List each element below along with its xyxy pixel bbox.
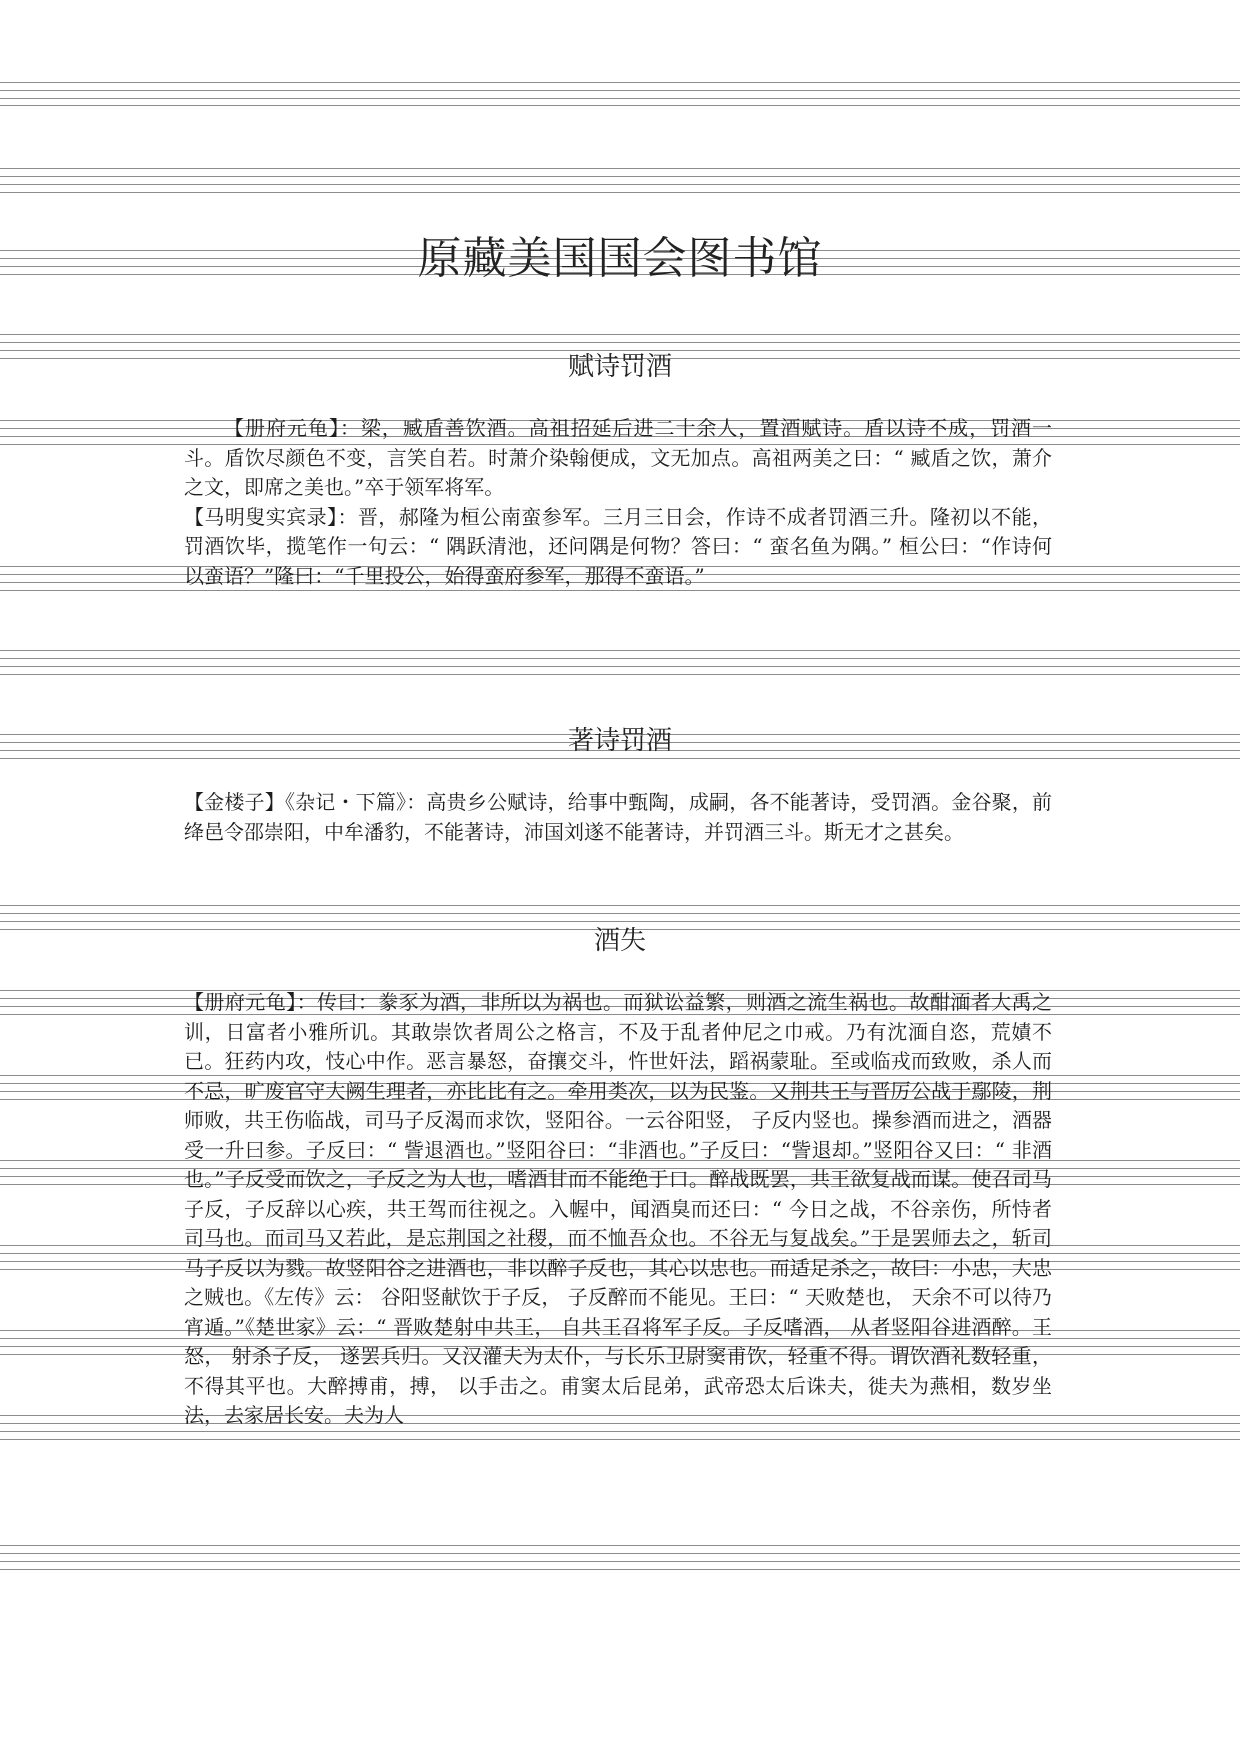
section-heading-2: 著诗罚酒 (567, 726, 672, 756)
paragraph-text: ：梁，臧盾善饮酒。高祖招延后进二十余人，置酒赋诗。盾以诗不成，罚酒一斗。盾饮尽颜色不变，言笑自若。时萧介染翰便成，文无加点。高祖两美之曰：“ 臧盾之饮，萧介之文，即席之美也。”卒于领军将军。 (184, 416, 1053, 499)
section-heading-1: 赋诗罚酒 (567, 352, 672, 382)
paragraph (184, 988, 1052, 1431)
section-heading-3: 酒失 (593, 926, 646, 956)
page-title: 原藏美国国会图书馆 (417, 233, 823, 284)
source-label: 【马明叟实宾录】 (184, 504, 338, 529)
source-label: 【册府元龟】 (224, 416, 340, 440)
paragraph-text: ：晋，郝隆为桓公南蛮参军。三月三日会，作诗不成者罚酒三升。隆初以不能，罚酒饮毕，揽笔作一句云：“ 隅跃清池，还问隅是何物？答曰：“ 蛮名鱼为隅。” 桓公曰：“作诗何以蛮语？”隆曰：“千里投公，始得蛮府参军，那得不蛮语。” (184, 504, 1053, 588)
section-body-1 (184, 414, 1052, 591)
source-label: 【册府元龟】 (184, 990, 297, 1014)
section-body-3 (184, 988, 1052, 1431)
paragraph (184, 503, 1052, 592)
paragraph-text: ：传曰：豢豕为酒，非所以为祸也。而狱讼益繁，则酒之流生祸也。故酣湎者大禹之训，日富者小雅所讥。其敢崇饮者周公之格言，不及于乱者仲尼之巾戒。乃有沈湎自恣，荒嫧不已。狂药内攻，忮心中作。恶言暴怒，奋攘交斗，忤世奸法，蹈祸蒙耻。至或临戎而致败，杀人而不忌，旷废官守大阙生理者，亦比比有之。牵用类次，以为民鉴。又荆共王与晋厉公战于鄢陵，荆师败，共王伤临战，司马子反渴而求饮，竖阳谷。一云谷阳竖， 子反内竖也。操参酒而进之，酒器受一升曰参。子反曰：“ 訾退酒也。”竖阳谷曰：“非酒也。”子反曰：“訾退却。”竖阳谷又曰：“ 非酒也。”子反受而饮之，子反之为人也，嗜酒甘而不能绝于口。醉战既罢，共王欲复战而谋。使召司马子反，子反辞以心疾，共王驾而往视之。入幄中，闻酒臭而还曰：“ 今日之战，不谷亲伤，所恃者司马也。而司马又若此，是忘荆国之社稷，而不恤吾众也。不谷无与复战矣。”于是罢师去之，斩司马子反以为戮。故竖阳谷之进酒也，非以醉子反也，其心以忠也。而适足杀之，故曰：小忠，大忠之贼也。《左传》云： 谷阳竖献饮于子反， 子反醉而不能见。王曰：“ 天败楚也， 天余不可以待乃宵遁。”《楚世家》云：“ 晋败楚射中共王， 自共王召将军子反。子反嗜酒， 从者竖阳谷进酒醉。王怒， 射杀子反， 遂罢兵归。又汉灌夫为太仆，与长乐卫尉窦甫饮，轻重不得。谓饮酒礼数轻重， 不得其平也。大醉搏甫，搏， 以手击之。甫窦太后昆弟，武帝恐太后诛夫，徙夫为燕相，数岁坐法，去家居长安。夫为人 (184, 990, 1053, 1427)
paragraph (184, 414, 1052, 503)
section-body-2 (184, 788, 1052, 847)
paragraph-text: 《杂记・下篇》：高贵乡公赋诗，给事中甄陶，成嗣，各不能著诗，受罚酒。金谷聚，前绛邑令邵崇阳，中牟潘豹，不能著诗，沛国刘遂不能著诗，并罚酒三斗。斯无才之甚矣。 (184, 790, 1053, 844)
source-label: 【金楼子】 (184, 790, 285, 814)
paragraph (184, 788, 1052, 847)
